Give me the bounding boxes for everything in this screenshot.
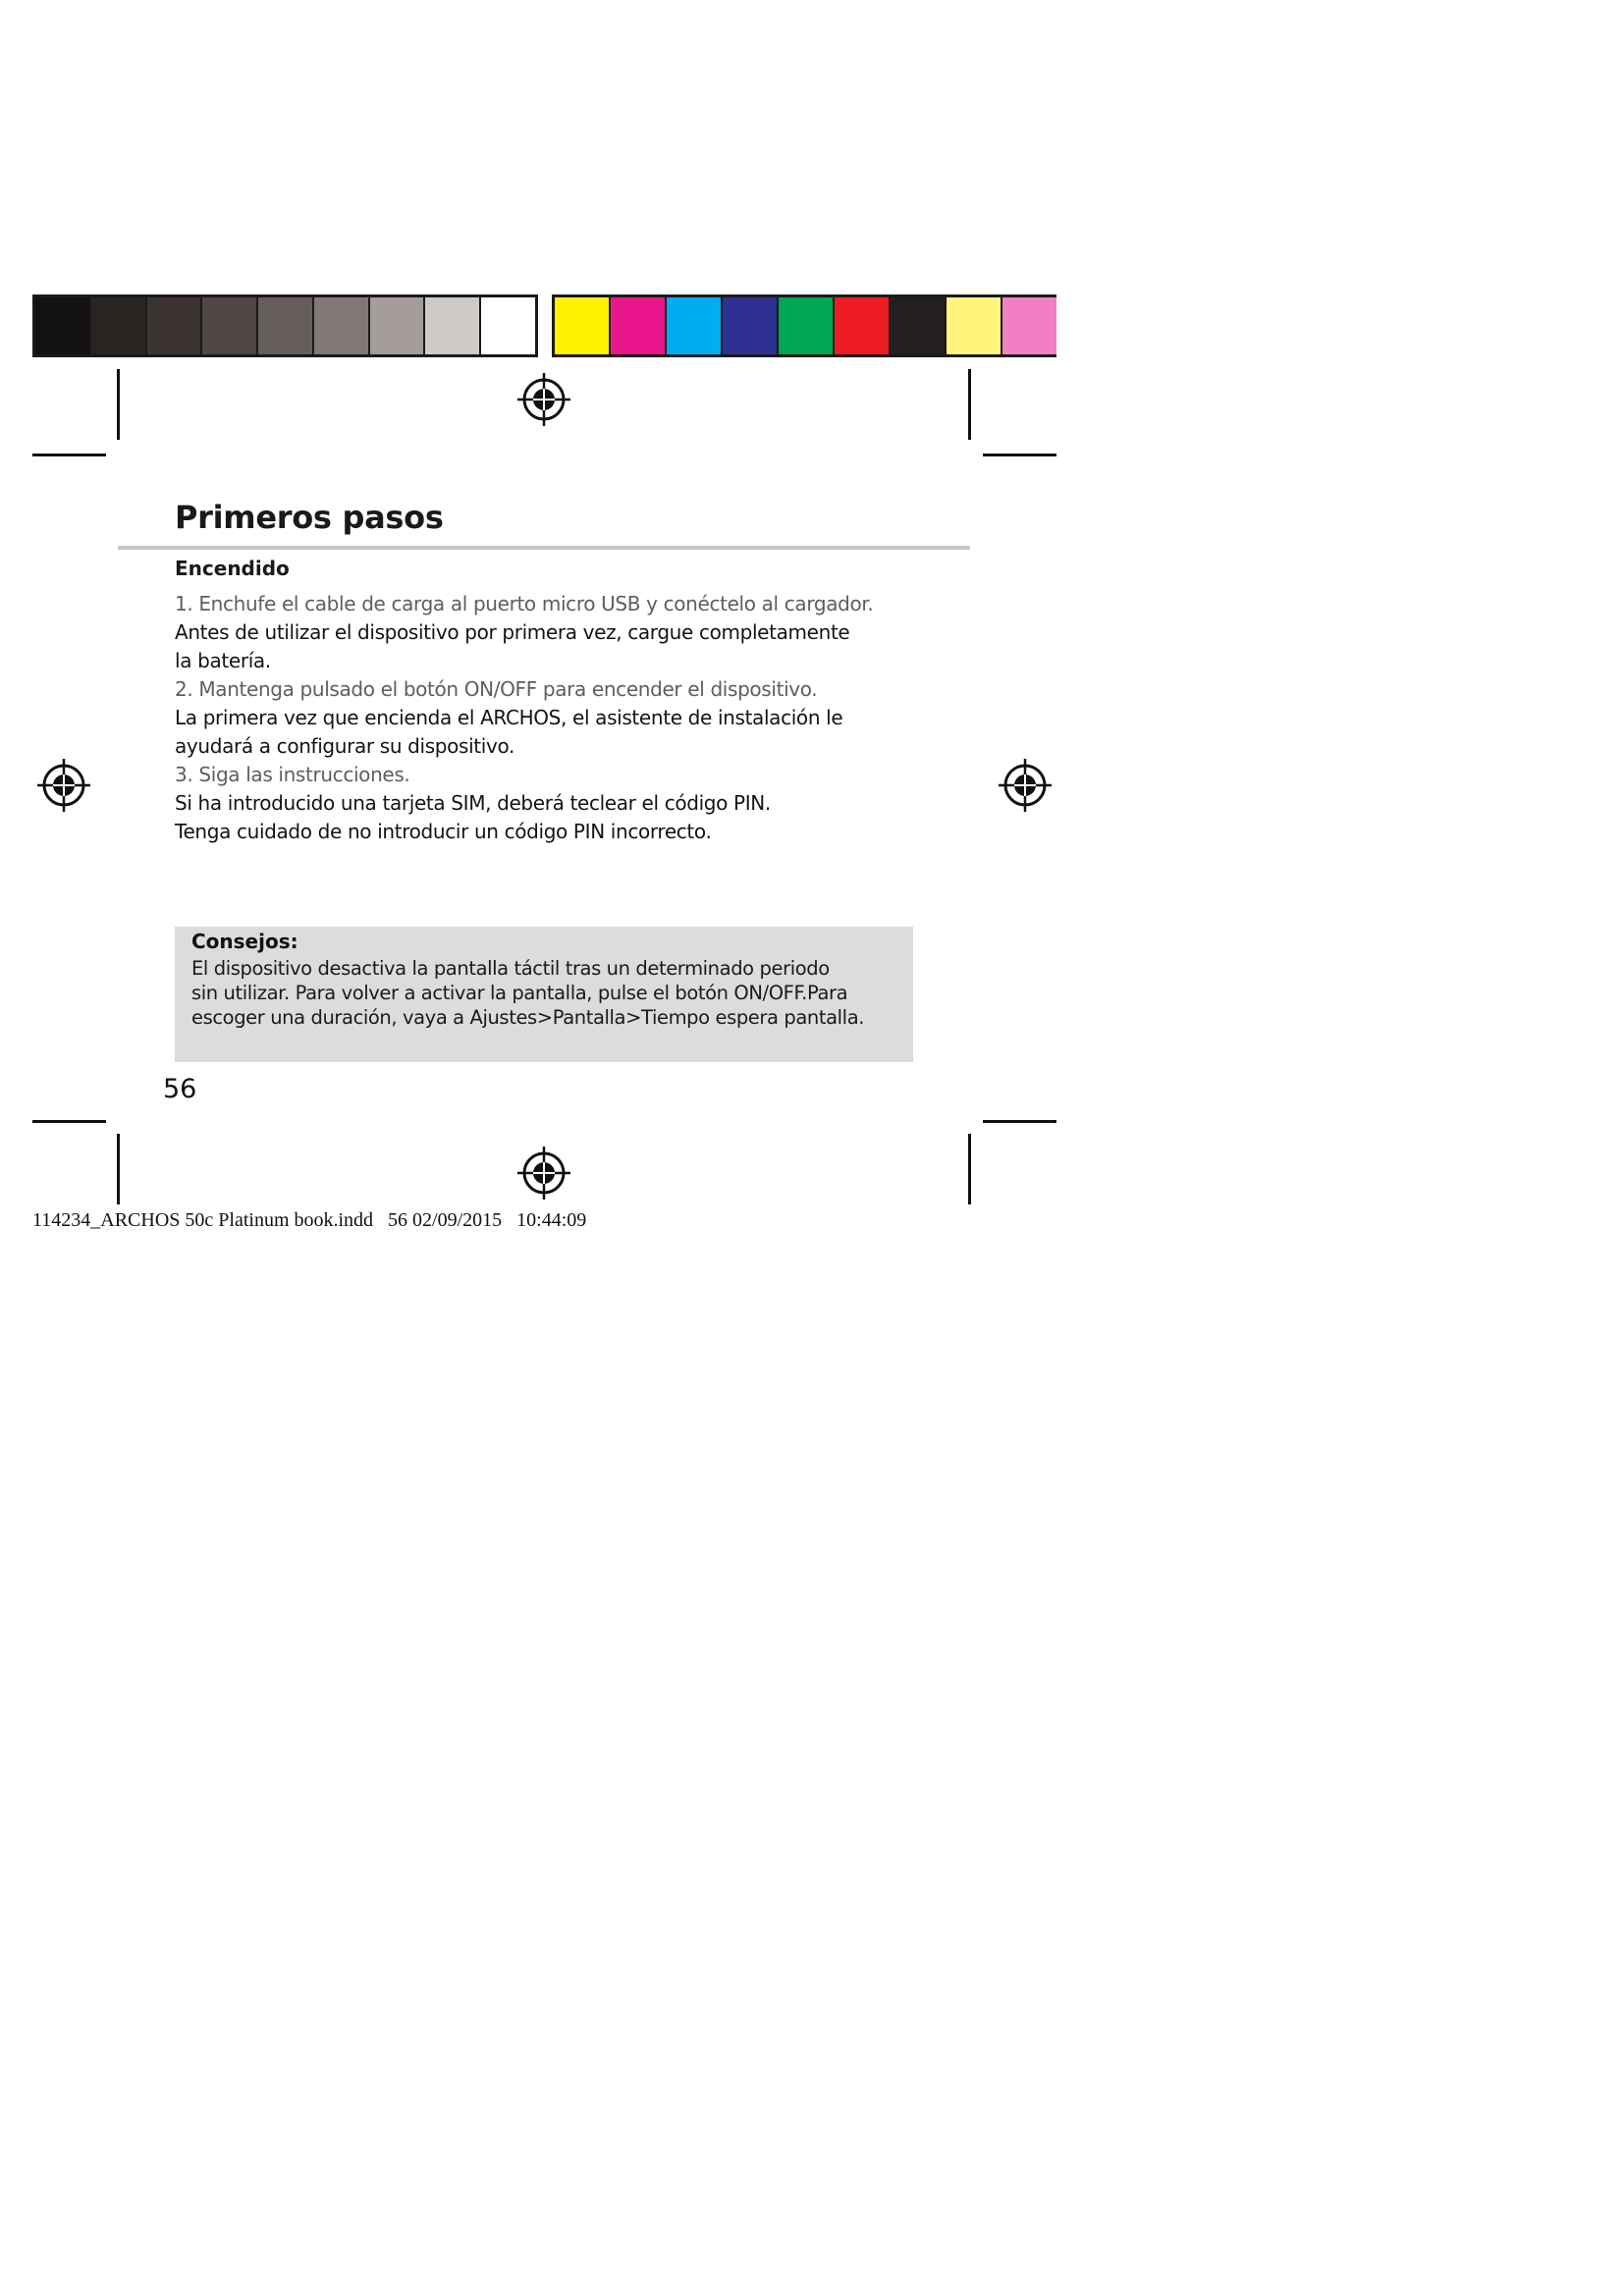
- tips-title: Consejos:: [191, 930, 298, 953]
- instruction-text: ayudará a configurar su dispositivo.: [175, 734, 515, 758]
- instruction-step: 2. Mantenga pulsado el botón ON/OFF para encender el dispositivo.: [175, 677, 818, 701]
- gray-swatch: [200, 297, 256, 354]
- gray-swatch: [145, 297, 201, 354]
- gray-swatch: [256, 297, 312, 354]
- gray-swatch: [35, 297, 89, 354]
- registration-mark-bottom-icon: [517, 1147, 570, 1200]
- instructions-text: [175, 590, 941, 846]
- title-divider: [118, 546, 970, 550]
- color-swatch: [1001, 297, 1056, 354]
- color-swatch: [609, 297, 665, 354]
- tips-line: El dispositivo desactiva la pantalla táctil tras un determinado periodo: [191, 957, 830, 980]
- instruction-step: 1. Enchufe el cable de carga al puerto micro USB y conéctelo al cargador.: [175, 592, 874, 615]
- instruction-text: Si ha introducido una tarjeta SIM, deberá teclear el código PIN.: [175, 791, 771, 815]
- registration-mark-right-icon: [999, 759, 1052, 812]
- instruction-text: Antes de utilizar el dispositivo por primera vez, cargue completamente: [175, 620, 850, 644]
- crop-mark-bottom-left-vertical: [117, 1134, 120, 1204]
- print-slug: 114234_ARCHOS 50c Platinum book.indd 56 02/09/2015 10:44:09: [32, 1209, 587, 1231]
- gray-swatch: [89, 297, 145, 354]
- tips-box: [175, 927, 913, 1062]
- crop-mark-bottom-right-horizontal: [983, 1120, 1056, 1123]
- color-swatch: [555, 297, 609, 354]
- gray-swatch: [423, 297, 479, 354]
- crop-mark-bottom-right-vertical: [968, 1134, 971, 1204]
- color-swatch: [889, 297, 945, 354]
- color-calibration-bar: [552, 294, 1056, 357]
- color-swatch: [721, 297, 777, 354]
- crop-mark-top-left-vertical: [117, 369, 120, 440]
- registration-mark-top-icon: [517, 373, 570, 426]
- tips-line: escoger una duración, vaya a Ajustes>Pantalla>Tiempo espera pantalla.: [191, 1006, 865, 1029]
- color-swatch: [945, 297, 1001, 354]
- instruction-text: La primera vez que encienda el ARCHOS, el asistente de instalación le: [175, 706, 843, 729]
- gray-swatch: [312, 297, 368, 354]
- tips-line: sin utilizar. Para volver a activar la pantalla, pulse el botón ON/OFF.Para: [191, 982, 848, 1004]
- crop-mark-bottom-left-horizontal: [32, 1120, 106, 1123]
- instruction-text: Tenga cuidado de no introducir un código PIN incorrecto.: [175, 820, 712, 843]
- page-number: 56: [163, 1074, 197, 1104]
- instruction-step: 3. Siga las instrucciones.: [175, 763, 410, 786]
- color-swatch: [777, 297, 833, 354]
- crop-mark-top-left-horizontal: [32, 454, 106, 456]
- tips-text: [191, 956, 918, 1030]
- instruction-text: la batería.: [175, 649, 271, 672]
- gray-swatch: [479, 297, 535, 354]
- grayscale-calibration-bar: [32, 294, 538, 357]
- crop-mark-top-right-horizontal: [983, 454, 1056, 456]
- crop-mark-top-right-vertical: [968, 369, 971, 440]
- color-swatch: [833, 297, 889, 354]
- gray-swatch: [368, 297, 424, 354]
- page-title: Primeros pasos: [175, 499, 444, 536]
- color-swatch: [665, 297, 721, 354]
- registration-mark-left-icon: [37, 759, 90, 812]
- section-heading: Encendido: [175, 557, 290, 580]
